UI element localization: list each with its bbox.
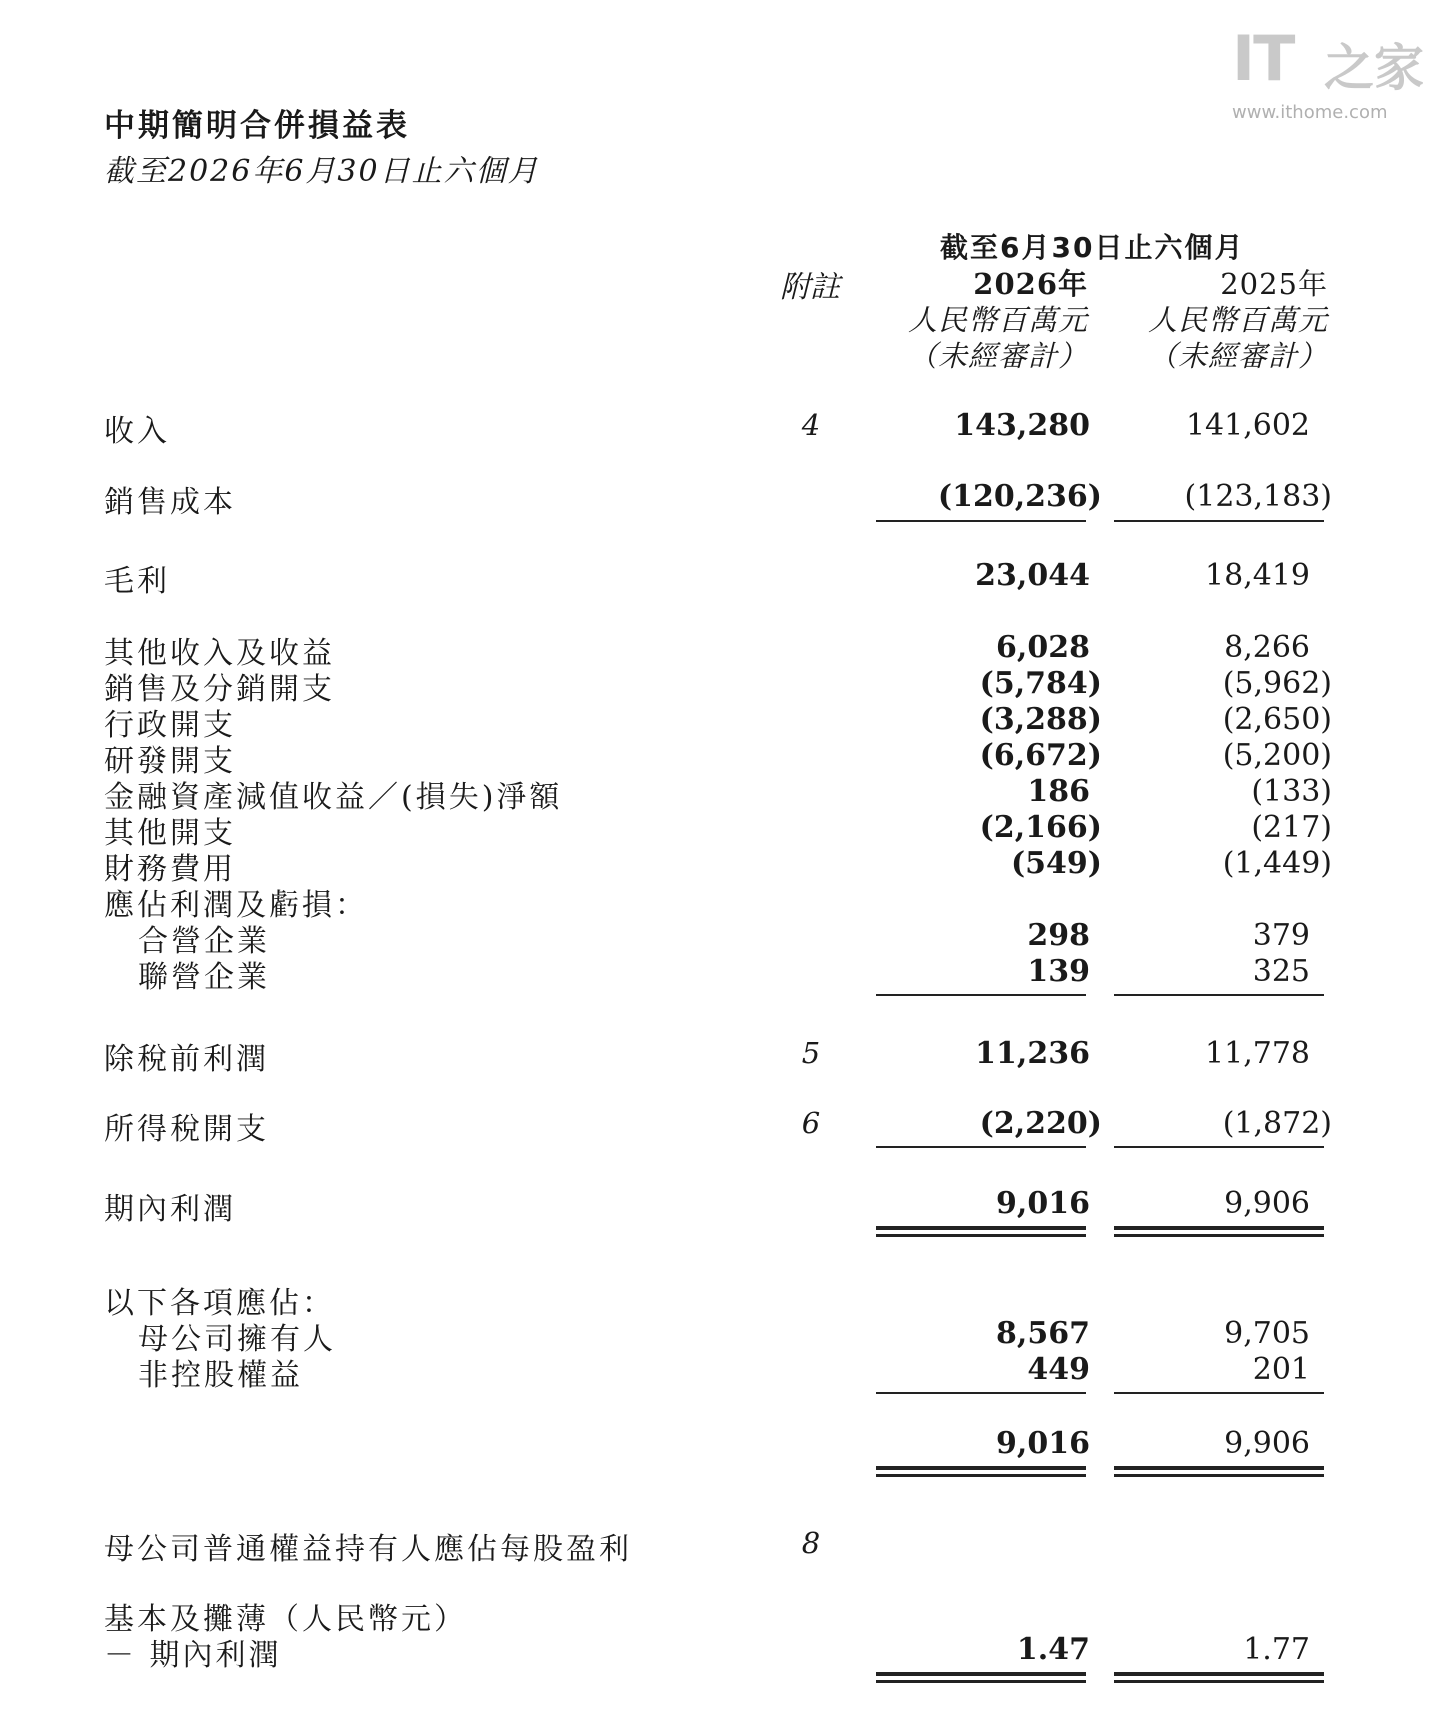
row-label-eps-basic: 基本及攤薄（人民幣元）	[104, 1602, 467, 1637]
row-note-revenue: 4	[801, 408, 821, 442]
row-label-profit: 期內利潤	[104, 1192, 236, 1227]
value-total-2025: 9,906	[1224, 1426, 1310, 1461]
total-double-rule-2025	[1114, 1672, 1324, 1683]
value-nci-2026: 449	[1027, 1352, 1090, 1387]
value-other-exp-2026: (2,166)	[979, 810, 1102, 845]
value-cost-of-sales-2025: (123,183)	[1184, 479, 1332, 514]
logo-url: www.ithome.com	[1232, 102, 1388, 123]
value-jv-2025: 379	[1252, 918, 1310, 953]
period-header: 截至6月30日止六個月	[940, 231, 1245, 264]
row-label-eps-profit: － 期內利潤	[104, 1638, 282, 1673]
logo-cn: 之家	[1324, 38, 1424, 97]
value-nci-2025: 201	[1252, 1352, 1310, 1387]
value-rnd-2025: (5,200)	[1222, 738, 1332, 773]
row-label-eps-header: 母公司普通權益持有人應佔每股盈利	[104, 1532, 632, 1567]
value-impairment-2026: 186	[1027, 774, 1090, 809]
total-double-rule-2026	[876, 1226, 1086, 1237]
value-other-income-2025: 8,266	[1224, 630, 1310, 665]
value-rnd-2026: (6,672)	[979, 738, 1102, 773]
value-assoc-2025: 325	[1252, 954, 1310, 989]
row-label-jv: 合營企業	[138, 924, 270, 959]
value-finance-2025: (1,449)	[1222, 846, 1332, 881]
row-label-other-exp: 其他開支	[104, 816, 236, 851]
statement-title: 中期簡明合併損益表	[104, 108, 410, 144]
value-eps-2025: 1.77	[1243, 1632, 1310, 1667]
value-cost-of-sales-2026: (120,236)	[937, 479, 1102, 514]
value-pbt-2026: 11,236	[975, 1036, 1090, 1071]
row-label-gross-profit: 毛利	[104, 564, 170, 599]
total-double-rule-2026	[876, 1466, 1086, 1477]
row-label-share-header: 應佔利潤及虧損：	[104, 888, 368, 923]
value-admin-2025: (2,650)	[1222, 702, 1332, 737]
value-tax-2026: (2,220)	[979, 1106, 1102, 1141]
value-profit-2025: 9,906	[1224, 1186, 1310, 1221]
row-label-nci: 非控股權益	[138, 1358, 303, 1393]
ithome-logo	[1232, 22, 1422, 132]
col-2026-unit: 人民幣百萬元	[907, 303, 1088, 337]
col-2026-audit: （未經審計）	[907, 339, 1088, 373]
row-label-attrib-header: 以下各項應佔：	[104, 1286, 335, 1321]
row-note-pbt: 5	[801, 1036, 821, 1070]
row-label-owners: 母公司擁有人	[138, 1322, 336, 1357]
subtotal-rule-2026	[876, 520, 1086, 522]
value-finance-2026: (549)	[1010, 846, 1102, 881]
subtotal-rule-2025	[1114, 1146, 1324, 1148]
logo-mark: IT	[1232, 22, 1294, 95]
value-assoc-2026: 139	[1027, 954, 1090, 989]
row-label-selling: 銷售及分銷開支	[104, 672, 335, 707]
col-2025-year: 2025年	[1220, 267, 1328, 301]
row-label-rnd: 研發開支	[104, 744, 236, 779]
row-label-tax: 所得稅開支	[104, 1112, 269, 1147]
col-2025-audit: （未經審計）	[1147, 339, 1328, 373]
subtotal-rule-2025	[1114, 1392, 1324, 1394]
value-gross-profit-2025: 18,419	[1205, 558, 1310, 593]
col-2026-year: 2026年	[973, 267, 1088, 301]
row-label-revenue: 收入	[104, 414, 170, 449]
value-other-income-2026: 6,028	[996, 630, 1090, 665]
row-note-tax: 6	[801, 1106, 821, 1140]
value-jv-2026: 298	[1027, 918, 1090, 953]
total-double-rule-2025	[1114, 1466, 1324, 1477]
value-total-2026: 9,016	[996, 1426, 1090, 1461]
value-gross-profit-2026: 23,044	[975, 558, 1090, 593]
row-note-eps: 8	[801, 1526, 821, 1560]
row-label-admin: 行政開支	[104, 708, 236, 743]
value-selling-2025: (5,962)	[1222, 666, 1332, 701]
value-profit-2026: 9,016	[996, 1186, 1090, 1221]
row-label-pbt: 除稅前利潤	[104, 1042, 269, 1077]
row-label-other-income: 其他收入及收益	[104, 636, 335, 671]
subtotal-rule-2026	[876, 994, 1086, 996]
value-owners-2026: 8,567	[996, 1316, 1090, 1351]
subtotal-rule-2026	[876, 1392, 1086, 1394]
subtotal-rule-2025	[1114, 520, 1324, 522]
total-double-rule-2026	[876, 1672, 1086, 1683]
value-owners-2025: 9,705	[1224, 1316, 1310, 1351]
col-2025-unit: 人民幣百萬元	[1147, 303, 1328, 337]
value-pbt-2025: 11,778	[1205, 1036, 1310, 1071]
value-revenue-2026: 143,280	[954, 408, 1090, 443]
row-label-cost-of-sales: 銷售成本	[104, 485, 236, 520]
value-admin-2026: (3,288)	[979, 702, 1102, 737]
value-revenue-2025: 141,602	[1185, 408, 1310, 443]
value-eps-2026: 1.47	[1016, 1632, 1090, 1667]
subtotal-rule-2025	[1114, 994, 1324, 996]
value-selling-2026: (5,784)	[979, 666, 1102, 701]
row-label-finance: 財務費用	[104, 852, 236, 887]
row-label-impairment: 金融資產減值收益／(損失)淨額	[104, 780, 563, 815]
value-tax-2025: (1,872)	[1222, 1106, 1332, 1141]
value-other-exp-2025: (217)	[1251, 810, 1332, 845]
value-impairment-2025: (133)	[1251, 774, 1332, 809]
note-header: 附註	[780, 270, 840, 305]
statement-subtitle: 截至2026年6月30日止六個月	[104, 154, 540, 189]
subtotal-rule-2026	[876, 1146, 1086, 1148]
total-double-rule-2025	[1114, 1226, 1324, 1237]
row-label-assoc: 聯營企業	[138, 960, 270, 995]
